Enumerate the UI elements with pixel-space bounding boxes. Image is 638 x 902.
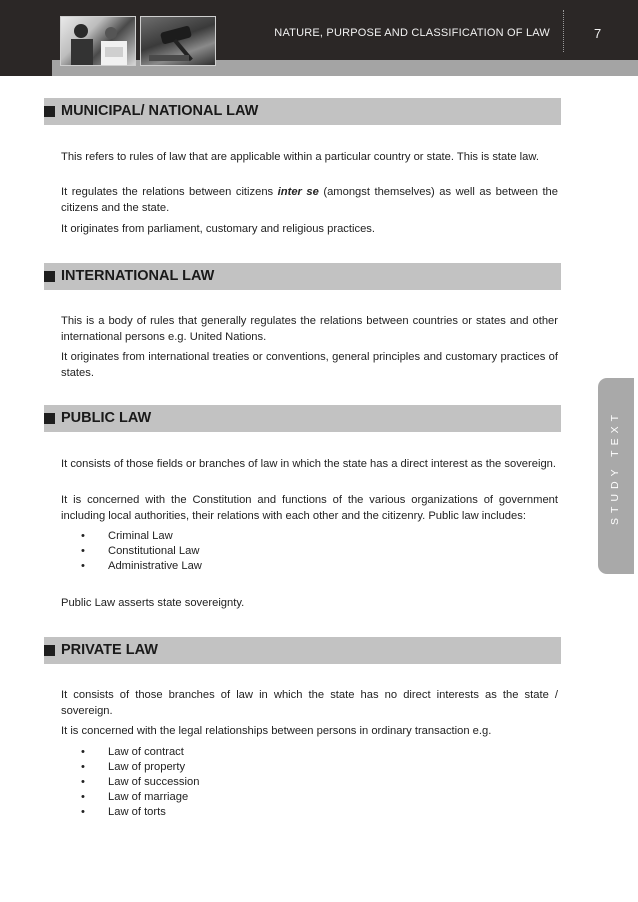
- bullet-icon: •: [81, 761, 85, 773]
- heading-square-icon: [44, 106, 55, 117]
- paragraph: This refers to rules of law that are applicable within a particular country or state. This is state law.: [61, 151, 539, 163]
- paragraph: It consists of those branches of law in which the state has no direct interests as the state / sovereign.: [61, 689, 558, 717]
- list-item-text: Law of succession: [108, 776, 200, 788]
- list-item-text: Law of marriage: [108, 791, 189, 803]
- section-heading-international: [44, 263, 561, 290]
- paragraph: This is a body of rules that generally regulates the relations between countries or states and other international persons e.g. United Nations.: [61, 315, 558, 343]
- gavel-icon: [141, 17, 216, 66]
- paragraph: It is concerned with the Constitution and functions of the various organizations of government including local authorities, their relations with each other and the citizenry. Public law includes:: [61, 494, 558, 522]
- list-item-text: Criminal Law: [108, 530, 173, 542]
- bullet-icon: •: [81, 545, 85, 557]
- bullet-list-public: [81, 529, 202, 574]
- list-item: [81, 760, 199, 775]
- paragraph: Public Law asserts state sovereignty.: [61, 597, 245, 609]
- running-header-title: NATURE, PURPOSE AND CLASSIFICATION OF LAW: [274, 27, 550, 39]
- bullet-icon: •: [81, 560, 85, 572]
- bullet-list-private: [81, 745, 199, 820]
- list-item: [81, 805, 199, 820]
- paragraph: [61, 185, 558, 216]
- list-item: [81, 745, 199, 760]
- list-item: [81, 544, 202, 559]
- paragraph: It is concerned with the legal relationships between persons in ordinary transaction e.g.: [61, 725, 492, 737]
- bullet-icon: •: [81, 806, 85, 818]
- heading-text: PRIVATE LAW: [61, 642, 158, 658]
- side-tab-label: STUDY TEXT: [609, 410, 621, 525]
- text-run: It regulates the relations between citizens: [61, 186, 278, 198]
- heading-text: MUNICIPAL/ NATIONAL LAW: [61, 103, 259, 119]
- section-heading-municipal: [44, 98, 561, 125]
- section-heading-private: [44, 637, 561, 664]
- section-heading-public: [44, 405, 561, 432]
- list-item: [81, 559, 202, 574]
- header-dotted-divider: [563, 10, 564, 52]
- heading-square-icon: [44, 271, 55, 282]
- lawyer-photo-image: [60, 16, 136, 66]
- paragraph: It consists of those fields or branches of law in which the state has a direct interest as the sovereign.: [61, 458, 556, 470]
- list-item: [81, 529, 202, 544]
- heading-text: INTERNATIONAL LAW: [61, 268, 215, 284]
- heading-square-icon: [44, 645, 55, 656]
- text-run: (amongst themselves) as well as between the citizens and the state.: [61, 186, 558, 214]
- header-band-notch: [0, 60, 52, 76]
- list-item: [81, 775, 199, 790]
- emphasis-inter-se: inter se: [277, 186, 319, 198]
- people-icon: [61, 17, 136, 66]
- list-item-text: Administrative Law: [108, 560, 202, 572]
- list-item-text: Law of contract: [108, 746, 184, 758]
- list-item-text: Constitutional Law: [108, 545, 200, 557]
- list-item-text: Law of property: [108, 761, 186, 773]
- gavel-photo-image: [140, 16, 216, 66]
- bullet-icon: •: [81, 791, 85, 803]
- paragraph: It originates from international treaties or conventions, general principles and customary practices of states.: [61, 351, 558, 379]
- heading-text: PUBLIC LAW: [61, 410, 152, 426]
- bullet-icon: •: [81, 530, 85, 542]
- heading-square-icon: [44, 413, 55, 424]
- paragraph: It originates from parliament, customary and religious practices.: [61, 223, 376, 235]
- page-number: 7: [594, 26, 602, 41]
- bullet-icon: •: [81, 776, 85, 788]
- list-item-text: Law of torts: [108, 806, 166, 818]
- bullet-icon: •: [81, 746, 85, 758]
- list-item: [81, 790, 199, 805]
